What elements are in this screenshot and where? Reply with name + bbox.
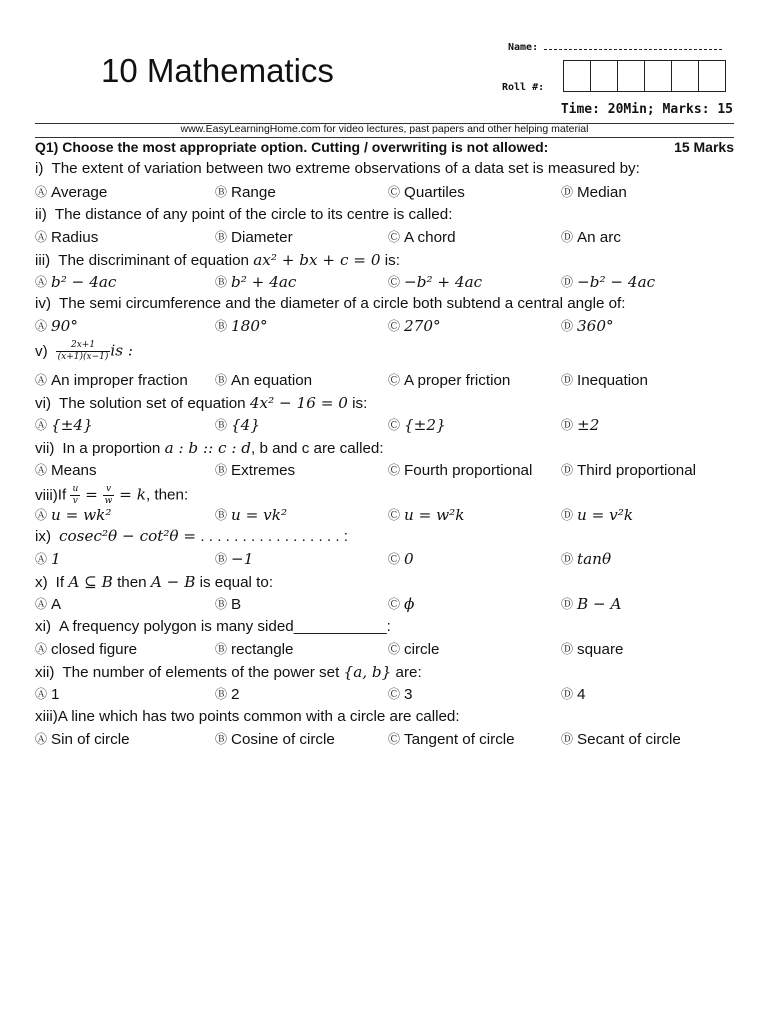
option-marker-c: Ⓒ (388, 418, 401, 432)
roll-box[interactable] (617, 60, 645, 92)
option-text: 270° (404, 317, 441, 335)
option-marker-d: Ⓓ (561, 687, 574, 701)
option-text: ±2 (577, 416, 600, 434)
fraction (103, 484, 115, 507)
question-number: ii) (35, 206, 47, 223)
option-marker-d: Ⓓ (561, 642, 574, 656)
option-marker-a: Ⓐ (35, 687, 48, 701)
option-d[interactable] (561, 730, 681, 748)
option-marker-a: Ⓐ (35, 642, 48, 656)
option-marker-d: Ⓓ (561, 373, 574, 387)
option-text: u = v²k (577, 506, 634, 524)
name-field[interactable] (508, 41, 722, 53)
option-text: Quartiles (404, 184, 465, 201)
question-number: xii) (35, 664, 55, 681)
option-text: rectangle (231, 641, 294, 658)
option-d[interactable] (561, 371, 648, 389)
option-b[interactable] (215, 595, 241, 613)
time-marks: Time: 20Min; Marks: 15 (560, 102, 733, 117)
option-text: closed figure (51, 641, 138, 658)
option-text: A proper friction (404, 372, 511, 389)
option-marker-a: Ⓐ (35, 508, 48, 522)
question-number: x) (35, 574, 48, 591)
option-text: u = wk² (51, 506, 112, 524)
option-c[interactable] (388, 461, 532, 479)
question-text: , then: (145, 486, 189, 504)
option-c[interactable] (388, 183, 465, 201)
question-stem (35, 251, 734, 269)
option-d[interactable] (561, 416, 599, 434)
option-marker-b: Ⓑ (215, 275, 228, 289)
option-text: 0 (404, 550, 414, 568)
name-label: Name: (508, 42, 539, 53)
option-text: square (577, 641, 624, 658)
question-stem (35, 573, 734, 591)
option-marker-b: Ⓑ (215, 687, 228, 701)
question-number: iii) (35, 252, 51, 269)
option-text: A chord (404, 229, 456, 246)
option-marker-c: Ⓒ (388, 732, 401, 746)
option-d[interactable] (561, 506, 633, 524)
option-d[interactable] (561, 550, 611, 568)
math-expression: = (80, 485, 103, 504)
math-expression: 4x² − 16 = 0 (249, 394, 348, 412)
option-c[interactable] (388, 640, 439, 658)
option-text: 4 (577, 686, 586, 703)
option-text: ϕ (404, 595, 415, 613)
question-text: then (112, 574, 151, 591)
question-text: The discriminant of equation (58, 252, 254, 269)
option-text: u = vk² (231, 506, 288, 524)
option-marker-d: Ⓓ (561, 463, 574, 477)
option-d[interactable] (561, 685, 585, 703)
option-marker-b: Ⓑ (215, 552, 228, 566)
name-blank-line (544, 41, 722, 50)
question-text: If (55, 574, 69, 591)
math-expression: A − B (150, 573, 196, 591)
option-text: B − A (577, 595, 622, 613)
option-a[interactable] (35, 183, 107, 201)
option-a[interactable] (35, 461, 97, 479)
question-number: v) (35, 342, 48, 360)
option-a[interactable] (35, 317, 78, 335)
option-text: {4} (231, 416, 261, 434)
math-expression: ax² + bx + c = 0 (253, 251, 381, 269)
question-stem (35, 708, 734, 725)
option-c[interactable] (388, 317, 441, 335)
option-b[interactable] (215, 228, 293, 246)
option-c[interactable] (388, 550, 414, 568)
option-a[interactable] (35, 273, 116, 291)
option-a[interactable] (35, 506, 111, 524)
roll-box[interactable] (671, 60, 699, 92)
option-text: {±4} (51, 416, 93, 434)
option-text: Diameter (231, 229, 293, 246)
option-marker-c: Ⓒ (388, 508, 401, 522)
option-text: tanθ (577, 550, 612, 568)
option-c[interactable] (388, 595, 414, 613)
question-stem (35, 484, 734, 507)
option-d[interactable] (561, 228, 621, 246)
option-b[interactable] (215, 685, 239, 703)
question-text: In a proportion (62, 440, 165, 457)
option-text: 360° (577, 317, 614, 335)
roll-box[interactable] (698, 60, 726, 92)
fraction (70, 484, 80, 507)
option-a[interactable] (35, 550, 61, 568)
option-b[interactable] (215, 317, 268, 335)
option-text: 1 (51, 550, 61, 568)
question-number: xiii) (35, 708, 58, 725)
option-text: Median (577, 184, 627, 201)
option-text: A (51, 596, 62, 613)
math-expression: a : b :: c : d (164, 439, 252, 457)
option-text: Third proportional (577, 462, 697, 479)
question-number: i) (35, 160, 44, 177)
option-text: Extremes (231, 462, 296, 479)
fraction-numerator: u (72, 484, 79, 494)
section-marks: 15 Marks (674, 139, 734, 155)
option-text: 3 (404, 686, 413, 703)
option-c[interactable] (388, 506, 464, 524)
option-c[interactable] (388, 416, 446, 434)
option-marker-a: Ⓐ (35, 463, 48, 477)
roll-number-boxes[interactable] (564, 60, 726, 92)
option-text: B (231, 596, 242, 613)
option-d[interactable] (561, 273, 655, 291)
question-text: A line which has two points common with a circle are called: (57, 708, 460, 725)
question-number: iv) (35, 295, 52, 312)
option-b[interactable] (215, 506, 287, 524)
option-b[interactable] (215, 550, 253, 568)
option-text: 90° (51, 317, 78, 335)
question-stem (35, 295, 734, 312)
question-text: is: (347, 395, 368, 412)
option-marker-a: Ⓐ (35, 185, 48, 199)
option-c[interactable] (388, 371, 510, 389)
question-stem (35, 663, 734, 681)
option-marker-a: Ⓐ (35, 597, 48, 611)
option-text: −1 (231, 550, 254, 568)
option-b[interactable] (215, 730, 335, 748)
option-marker-a: Ⓐ (35, 552, 48, 566)
website-banner: www.EasyLearningHome.com for video lectures, past papers and other helping material (180, 123, 589, 135)
option-b[interactable] (215, 371, 312, 389)
option-marker-b: Ⓑ (215, 597, 228, 611)
question-stem (35, 527, 734, 545)
question-stem (35, 160, 734, 177)
option-text: Secant of circle (577, 731, 681, 748)
option-text: An equation (231, 372, 313, 389)
fraction-denominator: v (72, 496, 78, 506)
option-c[interactable] (388, 273, 482, 291)
option-marker-c: Ⓒ (388, 552, 401, 566)
question-text: The distance of any point of the circle to its centre is called: (54, 206, 453, 223)
option-text: {±2} (404, 416, 446, 434)
option-marker-c: Ⓒ (388, 463, 401, 477)
option-marker-c: Ⓒ (388, 275, 401, 289)
roll-number-label: Roll #: (502, 82, 545, 93)
question-number: viii) (35, 486, 58, 504)
option-b[interactable] (215, 273, 296, 291)
option-text: An arc (577, 229, 621, 246)
page-title: 10 Mathematics (101, 52, 334, 89)
question-stem (35, 206, 734, 223)
option-text: Means (51, 462, 97, 479)
option-marker-d: Ⓓ (561, 230, 574, 244)
math-expression: = k (114, 485, 146, 504)
option-text: Average (51, 184, 108, 201)
option-marker-b: Ⓑ (215, 508, 228, 522)
question-text: , b and c are called: (251, 440, 384, 457)
option-marker-a: Ⓐ (35, 275, 48, 289)
option-b[interactable] (215, 183, 276, 201)
option-marker-c: Ⓒ (388, 319, 401, 333)
option-marker-c: Ⓒ (388, 230, 401, 244)
option-marker-d: Ⓓ (561, 597, 574, 611)
question-text: The solution set of equation (59, 395, 250, 412)
question-stem (35, 394, 734, 412)
question-number: vi) (35, 395, 52, 412)
roll-box[interactable] (590, 60, 618, 92)
math-expression: {a, b} (343, 663, 392, 681)
option-text: b² + 4ac (231, 273, 297, 291)
option-marker-c: Ⓒ (388, 642, 401, 656)
option-marker-b: Ⓑ (215, 732, 228, 746)
option-text: u = w²k (404, 506, 465, 524)
question-text: . . . . . . . . . . . . . . . . . : (196, 528, 349, 545)
option-c[interactable] (388, 730, 515, 748)
question-stem (35, 439, 734, 457)
option-a[interactable] (35, 228, 98, 246)
option-text: Fourth proportional (404, 462, 533, 479)
option-c[interactable] (388, 228, 456, 246)
option-marker-a: Ⓐ (35, 373, 48, 387)
option-marker-b: Ⓑ (215, 185, 228, 199)
option-text: Range (231, 184, 276, 201)
option-text: Tangent of circle (404, 731, 515, 748)
option-marker-c: Ⓒ (388, 597, 401, 611)
question-number: vii) (35, 440, 55, 457)
question-text: are: (391, 664, 422, 681)
option-text: 180° (231, 317, 268, 335)
option-marker-a: Ⓐ (35, 418, 48, 432)
option-text: Inequation (577, 372, 648, 389)
option-d[interactable] (561, 317, 614, 335)
option-marker-d: Ⓓ (561, 319, 574, 333)
option-text: Sin of circle (51, 731, 130, 748)
section-instruction: Q1) Choose the most appropriate option. Cutting / overwriting is not allowed: (35, 139, 549, 155)
option-marker-d: Ⓓ (561, 732, 574, 746)
question-number: ix) (35, 528, 52, 545)
question-text: The extent of variation between two extreme observations of a data set is measured by: (51, 160, 640, 177)
fraction-denominator: w (104, 496, 113, 506)
math-expression: A ⊆ B (68, 573, 113, 591)
option-marker-b: Ⓑ (215, 463, 228, 477)
question-number: xi) (35, 618, 52, 635)
option-d[interactable] (561, 183, 627, 201)
option-marker-d: Ⓓ (561, 275, 574, 289)
option-b[interactable] (215, 416, 260, 434)
roll-box[interactable] (644, 60, 672, 92)
fraction (56, 340, 111, 363)
option-a[interactable] (35, 685, 59, 703)
fraction-denominator: (x+1)(x−1) (57, 352, 109, 362)
option-marker-d: Ⓓ (561, 508, 574, 522)
option-text: −b² − 4ac (577, 273, 656, 291)
option-c[interactable] (388, 685, 412, 703)
question-stem (35, 340, 734, 363)
option-d[interactable] (561, 595, 622, 613)
option-marker-a: Ⓐ (35, 230, 48, 244)
option-marker-b: Ⓑ (215, 418, 228, 432)
question-text: is equal to: (195, 574, 274, 591)
section-heading (35, 139, 734, 155)
option-d[interactable] (561, 640, 623, 658)
roll-box[interactable] (563, 60, 591, 92)
option-text: 2 (231, 686, 240, 703)
fraction-numerator: v (103, 484, 115, 496)
question-text: The semi circumference and the diameter of a circle both subtend a central angle of: (59, 295, 626, 312)
math-expression: cosec²θ − cot²θ = (59, 527, 197, 545)
option-a[interactable] (35, 730, 130, 748)
option-marker-b: Ⓑ (215, 373, 228, 387)
option-a[interactable] (35, 371, 188, 389)
option-a[interactable] (35, 595, 61, 613)
option-text: An improper fraction (51, 372, 188, 389)
option-marker-b: Ⓑ (215, 642, 228, 656)
question-text: is: (380, 252, 400, 269)
option-marker-b: Ⓑ (215, 230, 228, 244)
option-marker-b: Ⓑ (215, 319, 228, 333)
divider-bottom (35, 137, 734, 138)
option-text: Cosine of circle (231, 731, 335, 748)
option-d[interactable] (561, 461, 696, 479)
question-text: The number of elements of the power set (62, 664, 344, 681)
question-text: A frequency polygon is many sided___________: (59, 618, 391, 635)
option-marker-d: Ⓓ (561, 418, 574, 432)
option-marker-d: Ⓓ (561, 552, 574, 566)
option-text: b² − 4ac (51, 273, 117, 291)
fraction-numerator: 2x+1 (56, 340, 111, 352)
option-b[interactable] (215, 640, 294, 658)
question-text: is : (110, 341, 133, 360)
option-text: Radius (51, 229, 99, 246)
option-text: 1 (51, 686, 60, 703)
option-marker-a: Ⓐ (35, 732, 48, 746)
option-b[interactable] (215, 461, 295, 479)
option-text: circle (404, 641, 440, 658)
option-a[interactable] (35, 640, 137, 658)
option-text: −b² + 4ac (404, 273, 483, 291)
option-marker-a: Ⓐ (35, 319, 48, 333)
option-a[interactable] (35, 416, 93, 434)
option-marker-c: Ⓒ (388, 373, 401, 387)
question-stem (35, 618, 734, 635)
option-marker-d: Ⓓ (561, 185, 574, 199)
question-text: If (57, 486, 71, 504)
option-marker-c: Ⓒ (388, 185, 401, 199)
option-marker-c: Ⓒ (388, 687, 401, 701)
